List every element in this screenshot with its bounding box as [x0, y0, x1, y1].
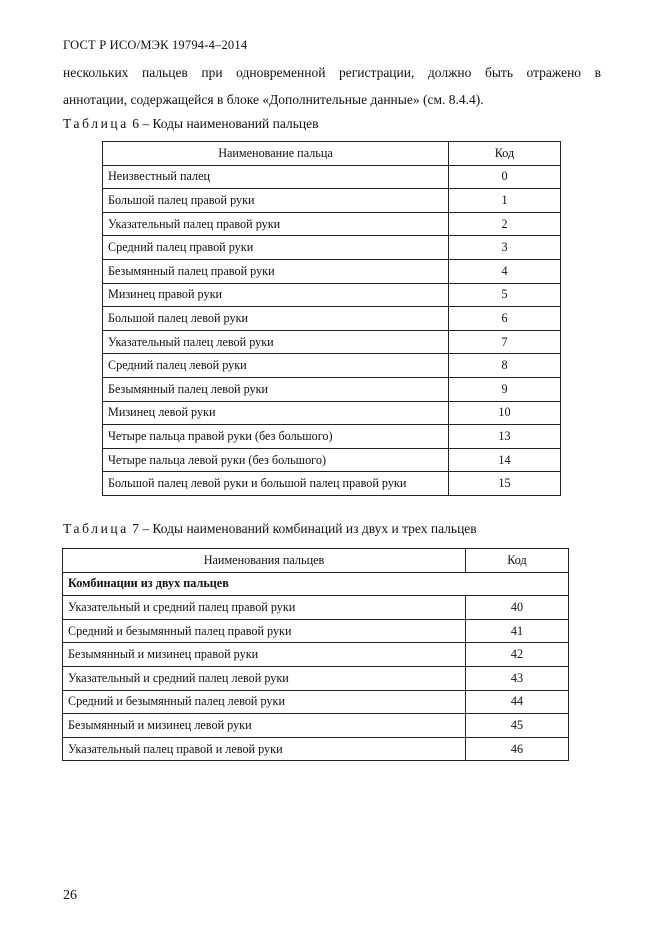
table-row: [103, 165, 561, 189]
column-header-names: Наименования пальцев: [63, 549, 466, 573]
column-header-code: Код: [449, 142, 561, 166]
table7-caption-prefix: Таблица: [63, 521, 129, 536]
table-header-row: [63, 549, 569, 573]
table-header-row: [103, 142, 561, 166]
table-row: [103, 259, 561, 283]
table-row: [103, 472, 561, 496]
table-row: [103, 354, 561, 378]
code-cell: 42: [466, 643, 569, 667]
table-row: [103, 377, 561, 401]
finger-codes-body: [103, 165, 561, 495]
code-cell: 3: [449, 236, 561, 260]
finger-name-cell: Большой палец левой руки: [103, 307, 449, 331]
code-cell: 5: [449, 283, 561, 307]
finger-name-cell: Четыре пальца правой руки (без большого): [103, 425, 449, 449]
code-cell: 4: [449, 259, 561, 283]
code-cell: 43: [466, 666, 569, 690]
document-header: ГОСТ Р ИСО/МЭК 19794-4–2014: [63, 38, 248, 52]
table-row: [103, 401, 561, 425]
code-cell: 46: [466, 737, 569, 761]
code-cell: 15: [449, 472, 561, 496]
finger-name-cell: Безымянный палец правой руки: [103, 259, 449, 283]
table-row: [63, 596, 569, 620]
group-label: Комбинации из двух пальцев: [63, 572, 569, 596]
table6-caption-prefix: Таблица: [63, 116, 129, 131]
code-cell: 41: [466, 619, 569, 643]
code-cell: 45: [466, 714, 569, 738]
finger-name-cell: Средний и безымянный палец правой руки: [63, 619, 466, 643]
finger-name-cell: Безымянный и мизинец правой руки: [63, 643, 466, 667]
group-row: [63, 572, 569, 596]
table-row: [63, 666, 569, 690]
table-row: [63, 737, 569, 761]
column-header-code: Код: [466, 549, 569, 573]
code-cell: 44: [466, 690, 569, 714]
code-cell: 40: [466, 596, 569, 620]
table-row: [103, 448, 561, 472]
paragraph-line-1: нескольких пальцев при одновременной регистрации, должно быть отражено в: [63, 65, 601, 80]
table-row: [103, 307, 561, 331]
table-row: [103, 189, 561, 213]
finger-name-cell: Безымянный палец левой руки: [103, 377, 449, 401]
table-row: [103, 283, 561, 307]
table-row: [63, 714, 569, 738]
code-cell: 0: [449, 165, 561, 189]
finger-name-cell: Большой палец правой руки: [103, 189, 449, 213]
code-cell: 7: [449, 330, 561, 354]
finger-name-cell: Большой палец левой руки и большой палец правой руки: [103, 472, 449, 496]
finger-combination-codes-body: [63, 572, 569, 761]
table-row: [63, 643, 569, 667]
table-row: [63, 690, 569, 714]
finger-name-cell: Средний и безымянный палец левой руки: [63, 690, 466, 714]
finger-name-cell: Указательный палец правой и левой руки: [63, 737, 466, 761]
column-header-name: Наименование пальца: [103, 142, 449, 166]
table-row: [103, 212, 561, 236]
table6-caption: [63, 116, 318, 132]
code-cell: 9: [449, 377, 561, 401]
finger-name-cell: Мизинец правой руки: [103, 283, 449, 307]
finger-name-cell: Указательный и средний палец левой руки: [63, 666, 466, 690]
code-cell: 1: [449, 189, 561, 213]
table-row: [63, 619, 569, 643]
table6-caption-text: 6 – Коды наименований пальцев: [132, 116, 319, 131]
finger-codes-table: [102, 141, 561, 496]
finger-combination-codes-table: [62, 548, 569, 761]
code-cell: 14: [449, 448, 561, 472]
code-cell: 10: [449, 401, 561, 425]
table-row: [103, 236, 561, 260]
finger-name-cell: Средний палец правой руки: [103, 236, 449, 260]
code-cell: 6: [449, 307, 561, 331]
finger-name-cell: Средний палец левой руки: [103, 354, 449, 378]
code-cell: 13: [449, 425, 561, 449]
finger-name-cell: Неизвестный палец: [103, 165, 449, 189]
table7-caption: [63, 521, 477, 537]
code-cell: 8: [449, 354, 561, 378]
finger-name-cell: Четыре пальца левой руки (без большого): [103, 448, 449, 472]
finger-name-cell: Мизинец левой руки: [103, 401, 449, 425]
finger-name-cell: Указательный и средний палец правой руки: [63, 596, 466, 620]
finger-name-cell: Указательный палец правой руки: [103, 212, 449, 236]
finger-name-cell: Безымянный и мизинец левой руки: [63, 714, 466, 738]
finger-name-cell: Указательный палец левой руки: [103, 330, 449, 354]
page-number: 26: [63, 888, 77, 903]
table7-caption-text: 7 – Коды наименований комбинаций из двух и трех пальцев: [132, 521, 477, 536]
table-row: [103, 330, 561, 354]
table-row: [103, 425, 561, 449]
paragraph-line-2: аннотации, содержащейся в блоке «Дополнительные данные» (см. 8.4.4).: [63, 92, 484, 107]
code-cell: 2: [449, 212, 561, 236]
